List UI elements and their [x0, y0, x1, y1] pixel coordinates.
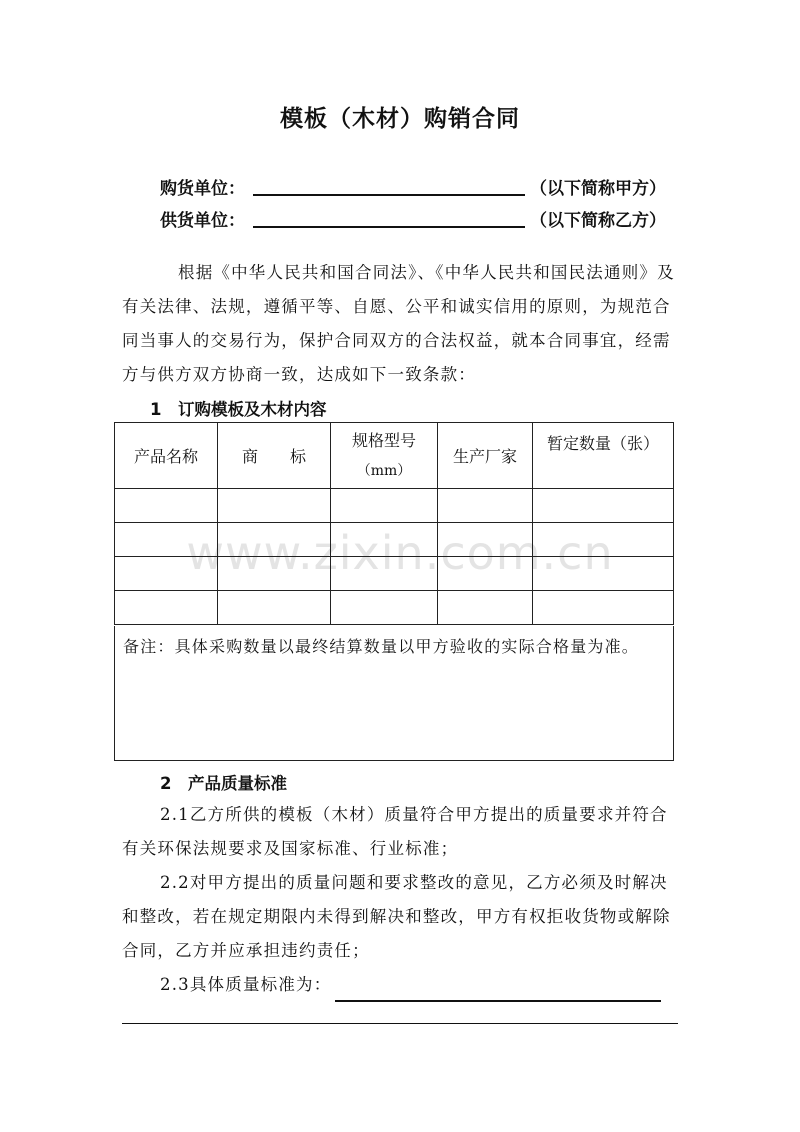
preamble-text: 根据《中华人民共和国合同法》、《中华人民共和国民法通则》及有关法律、法规，遵循平等、自愿、公平和诚实信用的原则，为规范合同当事人的交易行为，保护合同双方的合法权益，就本合同事宜，经需方与供方双方协商一致，达成如下一致条款： — [122, 263, 675, 384]
footer-divider — [122, 1023, 678, 1024]
table-cell[interactable] — [438, 489, 533, 523]
clause-2-1 — [122, 798, 678, 866]
table-cell[interactable] — [533, 523, 674, 557]
table-cell[interactable] — [218, 591, 331, 625]
section-2-heading: 2 产品质量标准 — [160, 774, 287, 793]
clause-2-3 — [122, 968, 678, 1002]
table-cell[interactable] — [115, 523, 218, 557]
seller-row — [0, 206, 800, 230]
header-product-name: 产品名称 — [115, 423, 218, 489]
clause-2-2 — [122, 866, 678, 968]
buyer-label: 购货单位： — [160, 179, 245, 199]
document-title: 模板（木材）购销合同 — [280, 106, 520, 132]
table-cell[interactable] — [218, 523, 331, 557]
order-table — [114, 422, 674, 625]
remark-text: 备注：具体采购数量以最终结算数量以甲方验收的实际合格量为准。 — [123, 637, 640, 656]
table-cell[interactable] — [331, 557, 438, 591]
seller-label: 供货单位： — [160, 211, 245, 231]
table-row — [115, 489, 674, 523]
table-cell[interactable] — [438, 557, 533, 591]
table-cell[interactable] — [438, 591, 533, 625]
table-cell[interactable] — [115, 591, 218, 625]
clause-2-1-text: 2.1乙方所供的模板（木材）质量符合甲方提出的质量要求并符合有关环保法规要求及国家标准、行业标准； — [122, 805, 668, 858]
table-cell[interactable] — [331, 591, 438, 625]
clause-2-2-text: 2.2对甲方提出的质量问题和要求整改的意见，乙方必须及时解决和整改，若在规定期限内未得到解决和整改，甲方有权拒收货物或解除合同，乙方并应承担违约责任； — [122, 873, 671, 960]
table-cell[interactable] — [533, 591, 674, 625]
seller-suffix: （以下简称乙方） — [530, 211, 666, 231]
header-brand: 商 标 — [218, 423, 331, 489]
table-cell[interactable] — [438, 523, 533, 557]
header-manufacturer: 生产厂家 — [438, 423, 533, 489]
table-cell[interactable] — [331, 489, 438, 523]
remark-box — [114, 626, 674, 761]
buyer-suffix: （以下简称甲方） — [530, 179, 666, 199]
table-row — [115, 591, 674, 625]
header-quantity: 暂定数量（张） — [533, 423, 674, 489]
section-1-heading: 1 订购模板及木材内容 — [150, 400, 327, 419]
buyer-row — [0, 174, 800, 198]
quality-standard-blank-field[interactable] — [335, 982, 661, 1002]
buyer-blank-field[interactable] — [253, 174, 525, 196]
table-cell[interactable] — [331, 523, 438, 557]
header-spec-unit: （mm） — [356, 462, 412, 479]
preamble-paragraph — [122, 256, 678, 392]
seller-blank-field[interactable] — [253, 206, 525, 228]
table-cell[interactable] — [218, 489, 331, 523]
table-row — [115, 557, 674, 591]
table-cell[interactable] — [218, 557, 331, 591]
table-cell[interactable] — [533, 557, 674, 591]
table-cell[interactable] — [115, 489, 218, 523]
table-cell[interactable] — [533, 489, 674, 523]
watermark: www.zixin.com.cn — [186, 526, 614, 580]
clause-2-3-text: 2.3具体质量标准为： — [160, 975, 332, 994]
header-spec-label: 规格型号 — [351, 430, 416, 450]
table-cell[interactable] — [115, 557, 218, 591]
header-spec — [331, 423, 438, 489]
table-row — [115, 523, 674, 557]
